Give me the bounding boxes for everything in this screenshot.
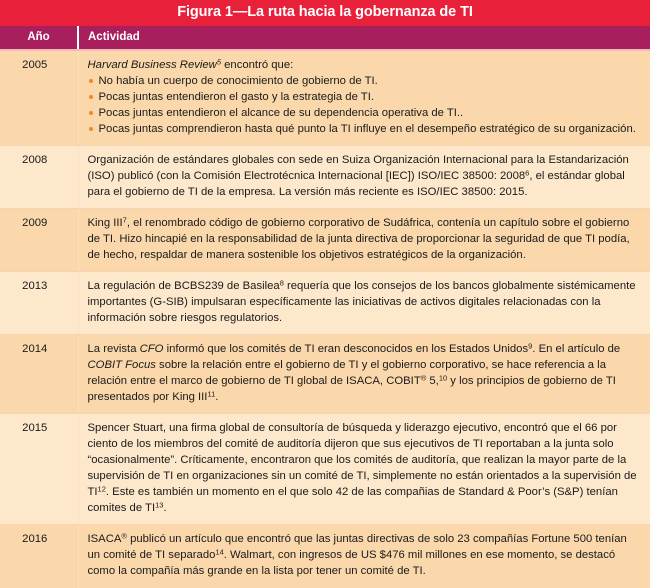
footnote-marker: 10 (438, 373, 448, 383)
text-run: . (163, 502, 167, 515)
activity-bullet-list (88, 73, 643, 137)
footnote-marker: 11 (207, 389, 216, 399)
text-run: requería que los consejos de los bancos globalmente sistémicamente importantes (G-SIB) impulsaran específicamente las iniciativas de activos digitales relacionadas con la información sobre riesgos regulatorios. (87, 280, 636, 325)
cell-activity (78, 525, 650, 588)
footnote-marker: 8 (279, 278, 284, 288)
cell-activity (78, 145, 650, 208)
cell-activity (78, 414, 650, 525)
text-run: La regulación de BCBS239 de Basilea (87, 280, 280, 293)
activity-text (88, 531, 643, 579)
table-row (0, 335, 650, 414)
column-header-activity: Actividad (78, 26, 650, 50)
footnote-marker: 6 (525, 168, 530, 178)
cell-year: 2015 (0, 414, 78, 525)
table-header (0, 26, 650, 50)
cell-activity (78, 50, 650, 146)
text-run: publicó un artículo que encontró que las juntas directivas de solo 23 compañías Fortune 500 tenían un comité de TI separado (87, 533, 627, 562)
italic-term: COBIT Focus (87, 359, 156, 372)
column-header-year: Año (0, 26, 78, 50)
cell-year: 2009 (0, 208, 78, 271)
text-run: . Walmart, con ingresos de US $476 mil millones en ese momento, se destacó como la compañía más grande en la lista por tener un comité de TI. (87, 549, 616, 578)
cell-year: 2005 (0, 50, 78, 146)
list-item: Pocas juntas entendieron el gasto y la estrategia de TI. (88, 89, 643, 105)
text-run: sobre la relación entre el gobierno de TI y el gobierno corporativo, se hace referencia a la relación entre el marco de gobierno de TI global de ISACA, COBIT (87, 359, 606, 388)
list-item: Pocas juntas entendieron el alcance de su dependencia operativa de TI.. (88, 105, 643, 121)
text-run: . Este es también un momento en el que solo 42 de las compañias de Standard & Poor’s (S&P) tenían comites de TI (87, 486, 618, 515)
governance-timeline-table (0, 26, 650, 588)
table-body (0, 50, 650, 588)
footnote-marker: 14 (215, 548, 224, 558)
text-run: . En el artículo de (532, 343, 621, 356)
cell-year: 2016 (0, 525, 78, 588)
table-row (0, 272, 650, 335)
text-run: . (215, 391, 219, 404)
text-run: , el estándar global para el gobierno de TI de la empresa. La versión más reciente es ISO/IEC 38500: 2015. (87, 169, 625, 198)
list-item: Pocas juntas comprendieron hasta qué punto la TI influye en el desempeño estratégico de su organización. (88, 121, 643, 137)
text-run: King III (87, 216, 123, 229)
footnote-marker: 7 (122, 215, 127, 225)
table-row (0, 525, 650, 588)
cell-year: 2013 (0, 272, 78, 335)
list-item: No había un cuerpo de conocimiento de gobierno de TI. (88, 73, 643, 89)
cell-activity (78, 208, 650, 271)
text-run: La revista (87, 343, 140, 356)
footnote-marker: 13 (155, 501, 164, 511)
footnote-marker: 5 (216, 57, 222, 67)
text-run: 5, (426, 375, 439, 388)
footnote-marker: 9 (528, 341, 533, 351)
activity-text (88, 215, 643, 263)
text-run: Spencer Stuart, una firma global de consultoría de búsqueda y liderazgo ejecutivo, encontró que el 66 por ciento de los miembros del comité de auditoría dijeron que sus ejecutivos de TI reportaban a la junta solo “ocasionalmente”. Críticamente, encontraron que los comités de auditoría, que realizan la mayor parte de la supervisión de TI en organizaciones sin un comité de TI, simplemente no están orientados a la supervisión de TI (87, 422, 637, 499)
activity-lead-text: Harvard Business Review$^5$ encontró que: (87, 57, 294, 71)
footnote-marker: ® (121, 532, 127, 542)
cell-activity (78, 335, 650, 414)
cell-year: 2008 (0, 145, 78, 208)
footnote-marker: ® (420, 373, 427, 383)
text-run: ISACA (87, 533, 122, 546)
text-run: , el renombrado código de gobierno corporativo de Sudáfrica, contenía un capítulo sobre el gobierno de TI. Hizo hincapié en la responsabilidad de la junta directiva de proporcionar la seguridad de que TI podía, de hecho, respaldar de manera sostenible los objetivos estratégicos de la organización. (87, 216, 630, 261)
table-row (0, 208, 650, 271)
table-row (0, 145, 650, 208)
text-run: informó que los comités de TI eran desconocidos en los Estados Unidos (163, 343, 529, 356)
table-row (0, 414, 650, 525)
text-run: Organización de estándares globales con sede en Suiza Organización Internacional para la Estandarización (ISO) publicó (con la Comisión Electrotécnica Internacional [IEC]) ISO/IEC 38500: 2008 (87, 153, 629, 182)
activity-text (88, 420, 643, 516)
cell-year: 2014 (0, 335, 78, 414)
cell-activity (78, 272, 650, 335)
figure-title: Figura 1—La ruta hacia la gobernanza de TI (0, 0, 650, 26)
header-row (0, 26, 650, 50)
text-run: y los principios de gobierno de TI presentados por King III (87, 375, 616, 404)
italic-term: Harvard Business Review$^5$ (87, 57, 222, 71)
footnote-marker: 12 (97, 484, 106, 494)
activity-text (88, 341, 643, 405)
italic-term: CFO (139, 343, 164, 356)
activity-text (88, 152, 643, 200)
table-row (0, 50, 650, 146)
activity-text (88, 278, 643, 326)
